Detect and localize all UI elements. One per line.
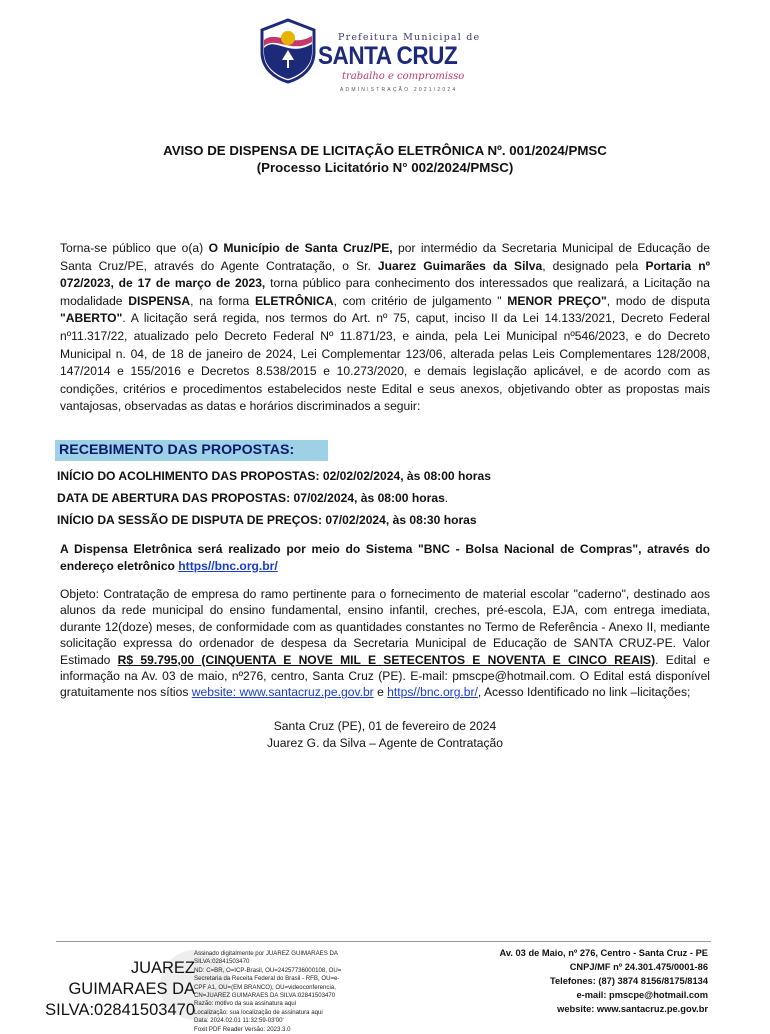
logo-slogan: trabalho e compromisso: [342, 71, 465, 82]
estimated-value: R$ 59.795,00 (CINQUENTA E NOVE MIL E SETECENTOS E NOVENTA E CINCO REAIS): [117, 652, 656, 667]
intro-dispute-mode: "ABERTO": [60, 311, 123, 326]
proposal-start-line: [57, 469, 491, 483]
intro-text-4: torna público para conhecimento dos interessados que realizará, a Licitação na modalidade: [60, 276, 710, 308]
opening-date-line: [57, 491, 448, 505]
signature-name-line-3: SILVA:02841503470: [45, 1001, 195, 1019]
intro-agent-name: Juarez Guimarães da Silva: [377, 258, 543, 273]
municipal-logo: [258, 18, 481, 102]
proposal-start-value: : 02/02/02/2024, às 08:00 horas: [315, 469, 491, 483]
intro-form: ELETRÔNICA: [254, 293, 334, 308]
footer-contact: [500, 946, 709, 1016]
signature-detail: Foxit PDF Reader Versão: 2023.3.0: [194, 1025, 291, 1033]
footer-email: e-mail: pmscpe@hotmail.com: [576, 990, 708, 1000]
footer-cnpj: CNPJ/MF nº 24.301.475/0001-86: [569, 962, 708, 972]
object-text-2: . Edital e informação na Av. 03 de maio, nº276, centro, Santa Cruz (PE). E-mail: pmscpe@hotmail.com. O Edital está disponível gratuitamente nos sítios: [60, 652, 710, 700]
intro-text-8: . A licitação será regida, nos termos do Art. nº 75, caput, inciso II da Lei 14.133/2021, Decreto Federal nº11.317/22, atualizado pelo Decreto Federal Nº 11.871/23, e ainda, pela Lei Municipal nº546/2023, e do Decreto Municipal n. 04, de 18 de janeiro de 2024, Lei Complementar 123/06, alterada pelas Leis Complementares 128/2008, 147/2014 e 155/2016 e Decretos 8.538/2015 e 10.273/2020, e demais legislação aplicável, e de acordo com as condições, critérios e procedimentos estabelecidos neste Edital e seus anexos, objetivando obter as propostas mais vantajosas, observadas as datas e horários discriminados a seguir:: [60, 311, 710, 414]
signature-detail: Localização: sua localização de assinatura aqui: [194, 1008, 323, 1016]
signature-detail: CPF A1, OU=(EM BRANCO), OU=videoconferencia,: [194, 983, 336, 991]
digital-signature-name: [45, 958, 195, 1021]
intro-municipality: O Município de Santa Cruz/PE,: [208, 241, 393, 255]
logo-administration: ADMINISTRAÇÃO 2021/2024: [340, 87, 458, 93]
footer-divider: [56, 941, 711, 942]
intro-text-3: , designado pela: [542, 258, 646, 273]
title-line-2: (Processo Licitatório N° 002/2024/PMSC): [256, 160, 514, 175]
opening-date-value: : 07/02/2024, às 08:00 horas: [286, 491, 445, 505]
website-link[interactable]: website: www.santacruz.pe.gov.br: [191, 685, 374, 700]
object-text-1: Objeto: Contratação de empresa do ramo pertinente para o fornecimento de material escolar "caderno", destinado aos alunos da rede municipal do ensino fundamental, ensino infantil, creches, pré-escola, EJA, com entrega imediata, durante 12(doze) meses, de conformidade com as quantidades constantes no Termo de Referência - Anexo II, mediante solicitação expressa do ordenador de despesa da Secretaria Municipal de Educação de SANTA CRUZ-PE. Valor Estimado: [60, 587, 710, 667]
signature-detail: Secretaria da Receita Federal do Brasil - RFB, OU=e-: [194, 975, 340, 983]
signature-name-line-1: JUAREZ: [130, 959, 195, 977]
session-start-line: [57, 513, 477, 527]
bnc-link-2[interactable]: https//bnc.org.br/: [387, 685, 478, 700]
intro-text-6: , com critério de julgamento ": [333, 293, 508, 308]
intro-text-2: por intermédio da Secretaria Municipal de Educação de Santa Cruz/PE, através do Agente Contratação, o Sr.: [60, 241, 710, 273]
place-date: Santa Cruz (PE), 01 de fevereiro de 2024: [273, 719, 497, 733]
signature-detail: ND: C=BR, O=ICP-Brasil, OU=24257736000108, OU=: [194, 966, 342, 974]
document-title: [0, 142, 770, 176]
system-text: A Dispensa Eletrônica será realizado por meio do Sistema "BNC - Bolsa Nacional de Compras", através do endereço eletrônico: [60, 542, 710, 573]
signature-detail: Razão: motivo da sua assinatura aqui: [194, 1000, 296, 1008]
object-paragraph: [60, 586, 710, 701]
section-heading-text: RECEBIMENTO DAS PROPOSTAS:: [59, 442, 295, 458]
crest-icon: [258, 18, 318, 84]
section-heading: [55, 440, 328, 461]
object-text-4: , Acesso Identificado no link –licitações;: [477, 685, 691, 700]
signature-detail: SILVA:02841503470: [194, 958, 250, 966]
signature-detail: CN=JUAREZ GUIMARAES DA SILVA:02841503470: [194, 992, 336, 1000]
session-start-label: INÍCIO DA SESSÃO DE DISPUTA DE PREÇOS: [57, 513, 318, 527]
intro-text-5: , na forma: [190, 293, 255, 308]
signature-detail: Assinado digitalmente por JUAREZ GUIMARAES DA: [194, 950, 338, 957]
signature-detail: Data: 2024.02.01 11:32:59-03'00': [194, 1017, 284, 1025]
opening-date-label: DATA DE ABERTURA DAS PROPOSTAS: [57, 491, 287, 505]
proposal-start-label: INÍCIO DO ACOLHIMENTO DAS PROPOSTAS: [57, 469, 316, 483]
intro-text-7: , modo de disputa: [606, 293, 710, 308]
intro-text-1: Torna-se público que o(a): [60, 241, 209, 255]
session-start-value: : 07/02/2024, às 08:30 horas: [317, 513, 477, 527]
signature-details: [194, 950, 384, 1034]
logo-prefix: Prefeitura Municipal de: [338, 32, 481, 43]
footer-phones: Telefones: (87) 3874 8156/8175/8134: [550, 976, 708, 986]
footer-address: Av. 03 de Maio, nº 276, Centro - Santa Cruz - PE: [499, 948, 708, 958]
object-text-3: e: [373, 685, 388, 700]
intro-paragraph: [60, 240, 710, 416]
intro-criterion: MENOR PREÇO": [507, 293, 607, 308]
intro-modality: DISPENSA: [128, 293, 191, 308]
opening-date-end: .: [444, 491, 449, 505]
logo-name: SANTA CRUZ: [318, 42, 458, 70]
system-paragraph: [60, 541, 710, 575]
footer-website: website: www.santacruz.pe.gov.br: [557, 1004, 708, 1014]
intro-portaria: Portaria nº 072/2023, de 17 de março de 2023,: [60, 258, 710, 291]
bnc-link[interactable]: https//bnc.org.br/: [178, 559, 278, 573]
signer-line: Juarez G. da Silva – Agente de Contratação: [267, 736, 503, 750]
title-line-1: AVISO DE DISPENSA DE LICITAÇÃO ELETRÔNICA Nº. 001/2024/PMSC: [163, 143, 607, 158]
signature-name-line-2: GUIMARAES DA: [68, 980, 195, 998]
